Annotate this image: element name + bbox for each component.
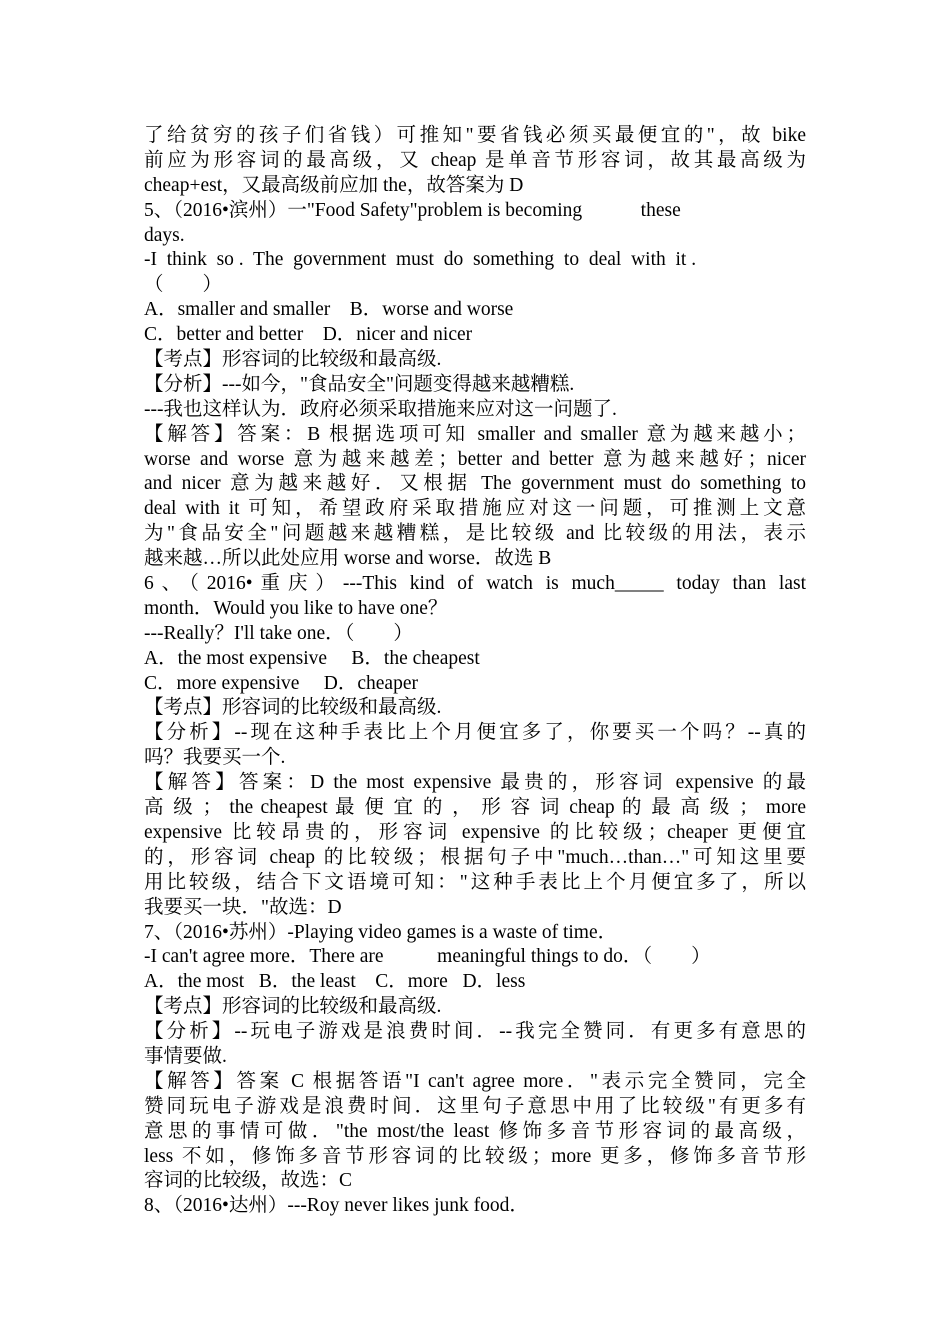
options-line: A．smaller and smaller B．worse and worse [144, 299, 514, 321]
text-line: 高 级 ； the cheapest 最 便 宜 的 ， 形 容 词 cheap 的 最 高 级 ； more [144, 797, 806, 819]
options-line: C．more expensive D．cheaper [144, 672, 418, 694]
text-line: and nicer 意为越来越好．又根据 The government must do something to [144, 473, 806, 495]
text-line: month．Would you like to have one？ [144, 597, 448, 619]
text-line: -I think so . The government must do something to deal with it . [144, 249, 697, 271]
text-line: 吗？我要买一个. [144, 747, 286, 769]
jieda-line: 【解答】答案：B 根据选项可知 smaller and smaller 意为越来越小； [144, 423, 806, 445]
question-8-header: 8、（2016•达州）---Roy never likes junk food． [144, 1195, 529, 1217]
text-line: 赞同玩电子游戏是浪费时间．这里句子意思中用了比较级"有更多有 [144, 1095, 806, 1117]
text-line: 我要买一块．"故选：D [144, 896, 342, 918]
jieda-line: 【解答】答案 C 根据答语"I can't agree more．"表示完全赞同，完全 [144, 1070, 806, 1092]
options-line: A．the most expensive B．the cheapest [144, 647, 480, 669]
text-line: expensive 比较昂贵的，形容词 expensive 的比较级；cheaper 更便宜 [144, 821, 806, 843]
jieda-line: 【解答】答案：D the most expensive 最贵的，形容词 expensive 的最 [144, 772, 806, 794]
options-line: C．better and better D．nicer and nicer [144, 324, 473, 346]
text-line: 越来越…所以此处应用 worse and worse．故选 B [144, 548, 552, 570]
question-6-header: 6、（2016•重庆）---This kind of watch is much_____ today than last [144, 573, 806, 595]
text-line: ---我也这样认为．政府必须采取措施来应对这一问题了. [144, 398, 617, 420]
fenxi-line: 【分析】--玩电子游戏是浪费时间．--我完全赞同．有更多有意思的 [144, 1021, 806, 1043]
text-line: cheap+est，又最高级前应加 the，故答案为 D [144, 174, 524, 196]
text-line: 意思的事情可做．"the most/the least 修饰多音节形容词的最高级， [144, 1120, 806, 1142]
question-7-header: 7、（2016•苏州）-Playing video games is a waste of time． [144, 921, 618, 943]
kaodian-line: 【考点】形容词的比较级和最高级. [144, 996, 442, 1018]
text-line: 前应为形容词的最高级，又 cheap 是单音节形容词，故其最高级为 [144, 149, 806, 171]
text-line: 事情要做. [144, 1045, 227, 1067]
text-line: ---Really？I'll take one．（ ） [144, 622, 413, 644]
answer-bracket: （ ） [144, 274, 223, 296]
kaodian-line: 【考点】形容词的比较级和最高级. [144, 697, 442, 719]
text-line: worse and worse 意为越来越差；better and better 意为越来越好；nicer [144, 448, 806, 470]
question-5-header: 5、（2016•滨州）一"Food Safety"problem is becoming these [144, 199, 681, 221]
text-line: deal with it 可知，希望政府采取措施应对这一问题，可推测上文意 [144, 498, 806, 520]
text-line: 容词的比较级，故选：C [144, 1170, 353, 1192]
document-page [144, 124, 806, 1219]
text-line: less 不如，修饰多音节形容词的比较级；more 更多，修饰多音节形 [144, 1145, 806, 1167]
text-line: 的，形容词 cheap 的比较级；根据句子中"much…than…"可知这里要 [144, 846, 806, 868]
text-line: -I can't agree more．There are meaningful things to do．（ ） [144, 946, 711, 968]
text-line: days. [144, 224, 185, 246]
fenxi-line: 【分析】--现在这种手表比上个月便宜多了，你要买一个吗？--真的 [144, 722, 806, 744]
text-line: 为"食品安全"问题越来越糟糕，是比较级 and 比较级的用法，表示 [144, 523, 806, 545]
options-line: A．the most B．the least C．more D．less [144, 971, 526, 993]
text-line: 了给贫穷的孩子们省钱）可推知"要省钱必须买最便宜的"，故 bike [144, 125, 806, 146]
kaodian-line: 【考点】形容词的比较级和最高级. [144, 349, 442, 371]
text-line: 用比较级，结合下文语境可知："这种手表比上个月便宜多了，所以 [144, 871, 806, 893]
fenxi-line: 【分析】---如今，"食品安全"问题变得越来越糟糕. [144, 373, 575, 395]
